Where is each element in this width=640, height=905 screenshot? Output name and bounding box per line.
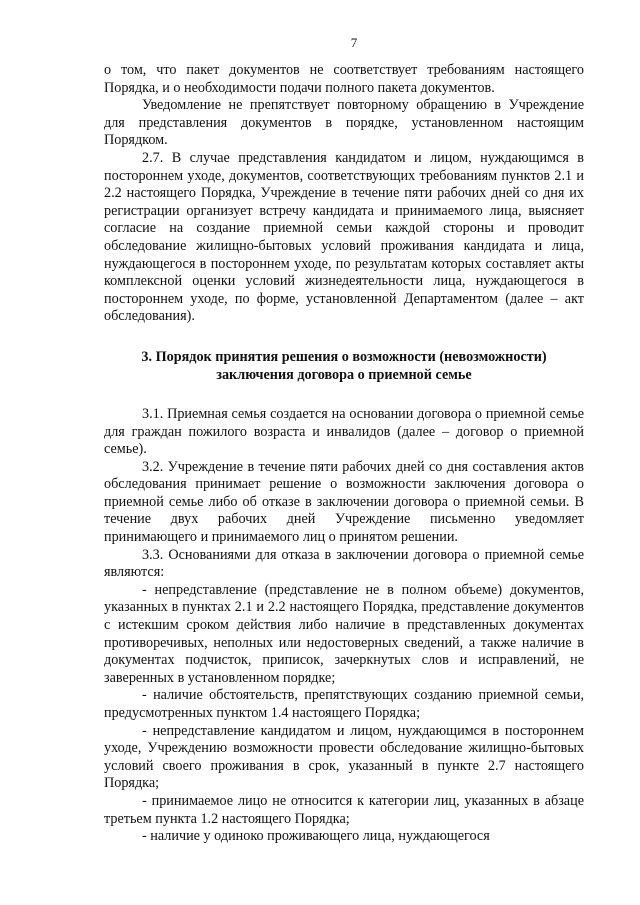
list-item-2: - наличие обстоятельств, препятствующих созданию приемной семьи, предусмотренных пунктом 1.4 настоящего Порядка; [104,687,584,721]
list-item-5: - наличие у одиноко проживающего лица, нуждающегося [142,828,490,845]
paragraph-continuation: о том, что пакет документов не соответствует требованиям настоящего Порядка, и о необходимости подачи полного пакета документов. [104,62,584,96]
section-3-heading-line1: 3. Порядок принятия решения о возможности (невозможности) [141,348,547,365]
paragraph-3-3: 3.3. Основаниями для отказа в заключении договора о приемной семье являются: [104,546,584,581]
section-3-heading [104,348,584,384]
page-number: 7 [350,35,358,50]
list-item-1: - непредставление (представление не в полном объеме) документов, указанных в пунктах 2.1 и 2.2 настоящего Порядка, представление документов с истекшим сроком действия либо наличие в представленных документах противоречивых, неполных или недостоверных сведений, а также наличие в документах подчисток, приписок, зачеркнутых слов и исправлений, не заверенных в установленном порядке; [104,581,584,686]
paragraph-2-7: 2.7. В случае представления кандидатом и лицом, нуждающимся в постороннем уходе, документов, соответствующих требованиям пунктов 2.1 и 2.2 настоящего Порядка, Учреждение в течение пяти рабочих дней со дня их регистрации организует встречу кандидата и принимаемого лица, выясняет согласие на создание приемной семьи каждой стороны и проводит обследование жилищно-бытовых условий проживания кандидата и лица, нуждающегося в постороннем уходе, по результатам которых составляет акты комплексной оценки условий жизнедеятельности лица, нуждающегося в постороннем уходе, по форме, установленной Департаментом (далее – акт обследования). [104,149,584,325]
list-item-3: - непредставление кандидатом и лицом, нуждающимся в постороннем уходе, Учреждению возможности провести обследование жилищно-бытовых условий своего проживания в срок, указанный в пункте 2.7 настоящего Порядка; [104,722,584,792]
section-3-heading-line2: заключения договора о приемной семье [216,366,472,383]
paragraph-3-2: 3.2. Учреждение в течение пяти рабочих дней со дня составления актов обследования принимает решение о возможности заключения договора о приемной семье либо об отказе в заключении договора о приемной семьи. В течение двух рабочих дней Учреждение письменно уведомляет принимающего и принимаемого лиц о принятом решении. [104,458,584,546]
paragraph-notice: Уведомление не препятствует повторному обращению в Учреждение для представления документов в порядке, установленном настоящим Порядком. [104,97,584,149]
list-item-4: - принимаемое лицо не относится к категории лиц, указанных в абзаце третьем пункта 1.2 настоящего Порядка; [104,792,584,827]
paragraph-3-1: 3.1. Приемная семья создается на основании договора о приемной семье для граждан пожилого возраста и инвалидов (далее – договор о приемной семье). [104,405,584,458]
